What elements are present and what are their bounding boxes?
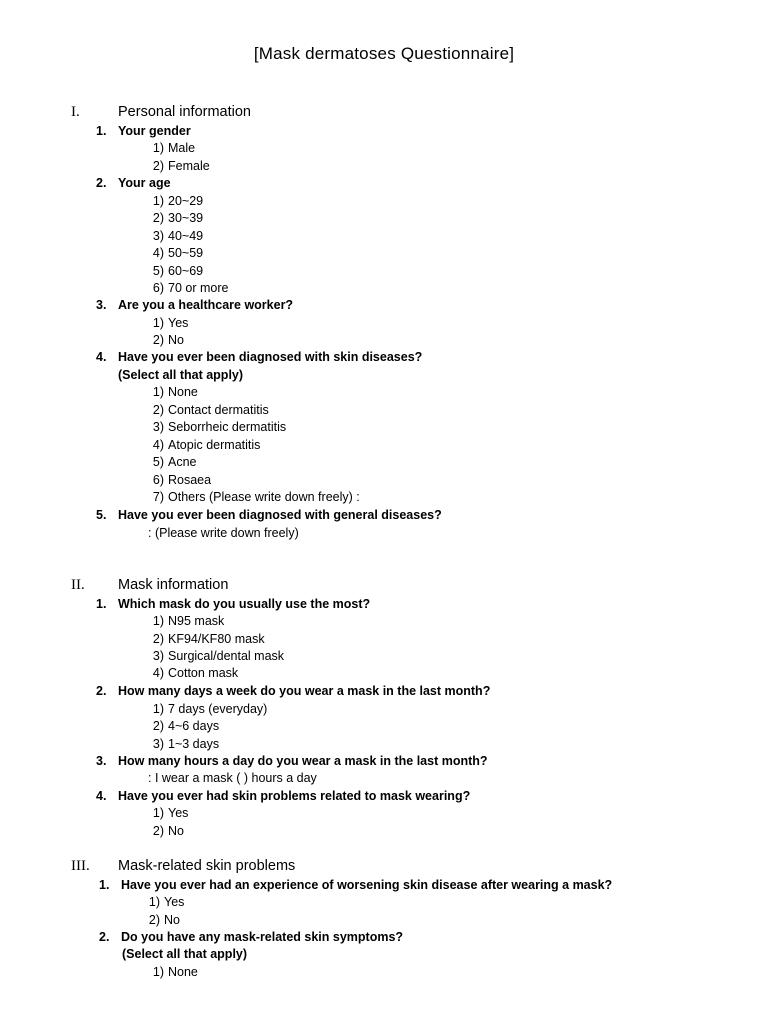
option-number: 7) — [152, 490, 164, 504]
question-number: 2. — [99, 930, 110, 944]
option-label: No — [168, 824, 184, 838]
option-label: 30~39 — [168, 211, 204, 225]
question — [96, 298, 294, 312]
option-label: KF94/KF80 mask — [168, 632, 265, 646]
option-label: Surgical/dental mask — [168, 649, 285, 663]
option-label: Female — [168, 159, 210, 173]
option-number: 2) — [152, 719, 164, 733]
option-number: 2) — [152, 824, 164, 838]
option-label: 1~3 days — [168, 737, 220, 751]
question-text: Have you ever been diagnosed with skin diseases? — [118, 350, 423, 364]
option-number: 1) — [152, 316, 164, 330]
question-text: Your age — [118, 176, 171, 190]
question — [96, 350, 423, 364]
section-title: Mask-related skin problems — [118, 858, 296, 874]
option-number: 3) — [152, 649, 164, 663]
option-label: 40~49 — [168, 229, 204, 243]
option-number: 1) — [152, 385, 164, 399]
question-text: How many days a week do you wear a mask in the last month? — [118, 684, 491, 698]
option-number: 1) — [152, 702, 164, 716]
option-number: 5) — [152, 455, 164, 469]
question-text: Which mask do you usually use the most? — [118, 597, 371, 611]
option-number: 4) — [152, 246, 164, 260]
question — [96, 176, 171, 190]
question-text: Your gender — [118, 124, 191, 138]
question-number: 1. — [96, 124, 107, 138]
question-number: 4. — [96, 789, 107, 803]
option-label: 20~29 — [168, 194, 204, 208]
option-number: 3) — [152, 420, 164, 434]
option-number: 2) — [152, 159, 164, 173]
question-number: 2. — [96, 176, 107, 190]
question-text: Are you a healthcare worker? — [118, 298, 294, 312]
option-label: Atopic dermatitis — [168, 438, 261, 452]
question — [96, 684, 491, 698]
option-label: Male — [168, 141, 196, 155]
option-label: None — [168, 385, 198, 399]
question-text: Do you have any mask-related skin symptoms? — [121, 930, 404, 944]
question-text: Have you ever been diagnosed with general diseases? — [118, 508, 442, 522]
document-title: [Mask dermatoses Questionnaire] — [253, 44, 515, 63]
question-number: 1. — [99, 878, 110, 892]
section-number: I. — [71, 104, 80, 120]
free-text-line: : I wear a mask ( ) hours a day — [148, 771, 317, 785]
option-number: 1) — [152, 614, 164, 628]
question-text: Have you ever had skin problems related to mask wearing? — [118, 789, 471, 803]
option-number: 1) — [148, 895, 160, 909]
option-label: Others (Please write down freely) : — [168, 490, 360, 504]
question — [96, 124, 191, 138]
option-label: 7 days (everyday) — [168, 702, 268, 716]
option-label: Yes — [168, 806, 189, 820]
question-number: 1. — [96, 597, 107, 611]
option-label: Rosaea — [168, 473, 212, 487]
question — [96, 789, 471, 803]
option-label: 4~6 days — [168, 719, 220, 733]
option-number: 1) — [152, 806, 164, 820]
option-number: 2) — [152, 211, 164, 225]
section-title: Mask information — [118, 577, 229, 593]
question — [99, 878, 613, 892]
question — [96, 597, 371, 611]
question-text: How many hours a day do you wear a mask in the last month? — [118, 754, 488, 768]
question-subtext: (Select all that apply) — [122, 947, 248, 961]
question — [96, 754, 488, 768]
question-number: 2. — [96, 684, 107, 698]
option-number: 1) — [152, 965, 164, 979]
option-number: 5) — [152, 264, 164, 278]
section-title: Personal information — [118, 104, 251, 120]
option-label: Contact dermatitis — [168, 403, 269, 417]
option-number: 2) — [152, 333, 164, 347]
question-number: 5. — [96, 508, 107, 522]
option-label: Seborrheic dermatitis — [168, 420, 287, 434]
option-number: 1) — [152, 194, 164, 208]
question-number: 4. — [96, 350, 107, 364]
free-text-line: : (Please write down freely) — [148, 526, 299, 540]
option-number: 6) — [152, 281, 164, 295]
option-number: 4) — [152, 438, 164, 452]
option-number: 6) — [152, 473, 164, 487]
question — [99, 930, 404, 944]
option-label: None — [168, 965, 198, 979]
option-number: 1) — [152, 141, 164, 155]
question-subtext: (Select all that apply) — [118, 368, 244, 382]
option-number: 2) — [148, 913, 160, 927]
option-label: No — [164, 913, 180, 927]
option-number: 3) — [152, 229, 164, 243]
question-text: Have you ever had an experience of worsening skin disease after wearing a mask? — [121, 878, 613, 892]
option-label: 70 or more — [168, 281, 229, 295]
option-label: Yes — [164, 895, 185, 909]
option-number: 2) — [152, 632, 164, 646]
option-label: N95 mask — [168, 614, 225, 628]
section-number: II. — [71, 577, 85, 593]
option-label: 60~69 — [168, 264, 204, 278]
option-label: 50~59 — [168, 246, 204, 260]
option-label: Cotton mask — [168, 666, 239, 680]
question — [96, 508, 442, 522]
option-number: 4) — [152, 666, 164, 680]
option-label: Acne — [168, 455, 197, 469]
question-number: 3. — [96, 754, 107, 768]
option-label: Yes — [168, 316, 189, 330]
section-number: III. — [71, 858, 90, 874]
option-number: 2) — [152, 403, 164, 417]
option-number: 3) — [152, 737, 164, 751]
option-label: No — [168, 333, 184, 347]
question-number: 3. — [96, 298, 107, 312]
